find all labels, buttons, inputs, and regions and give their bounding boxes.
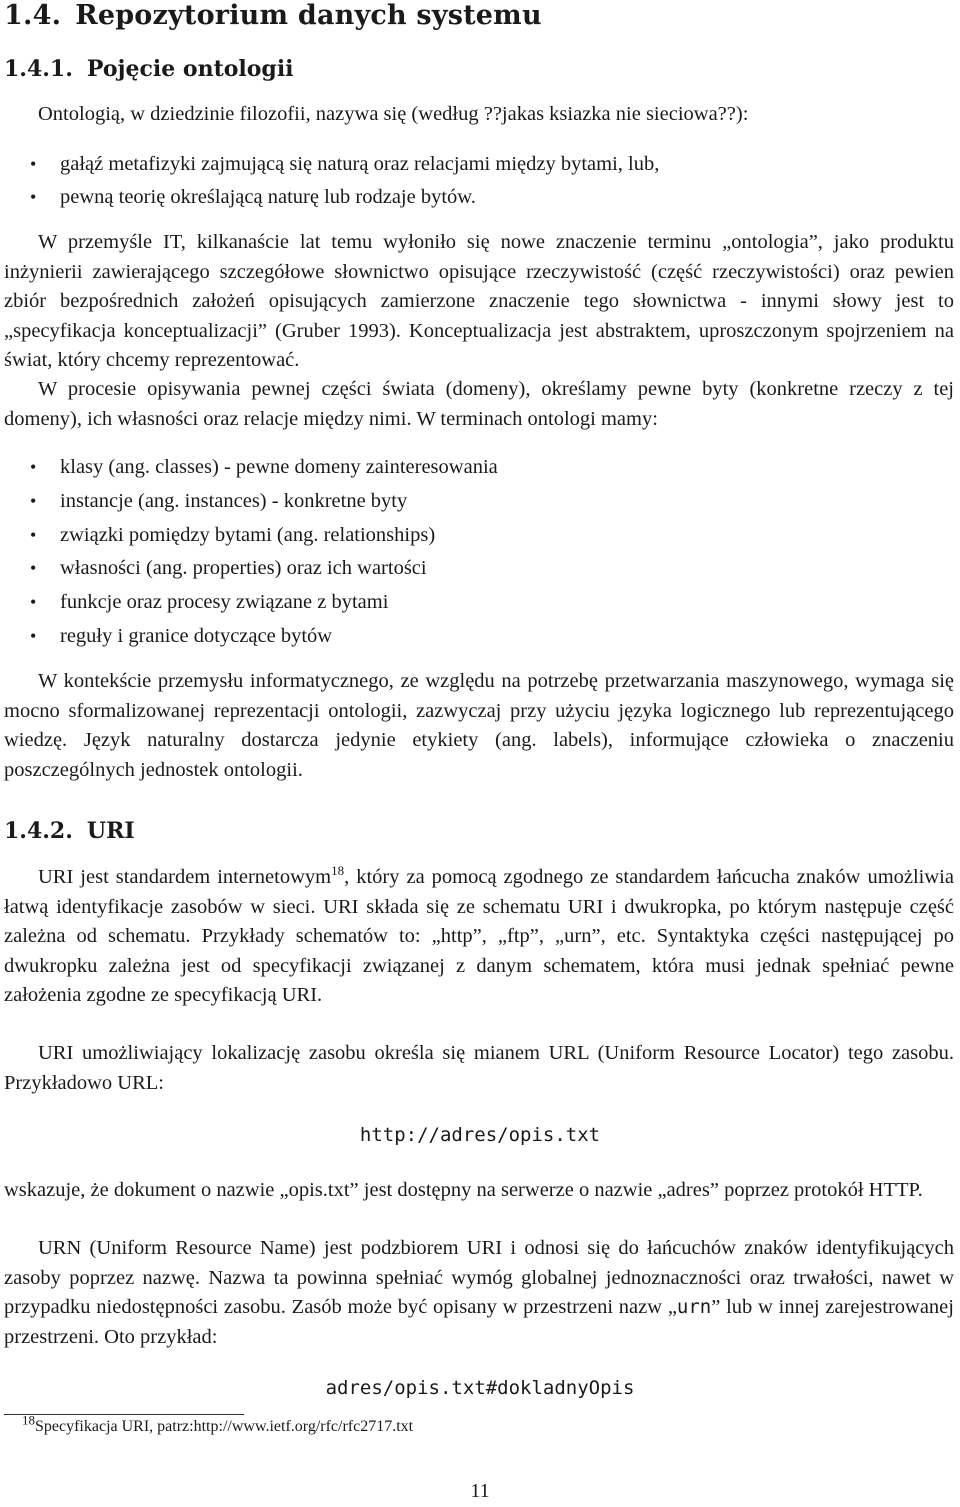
code-example-urn: adres/opis.txt#dokladnyOpis <box>325 1377 635 1399</box>
section-heading <box>4 0 542 31</box>
footnote-number: 18 <box>22 1412 35 1428</box>
uri-paragraph-1: URI jest standardem internetowym$^{18}$, który za pomocą zgodnego ze standardem łańcucha znaków umożliwia łatwą identyfikacje zasobów w sieci. URI składa się ze schematu URI i dwukropka, po którym następuje część zależna od schematu. Przykłady schematów to: „http”, „ftp”, „urn”, etc. Syntaktyka części następującej po dwukropku zależna jest od specyfikacji związanej z danym schematem, która musi jednak spełniać pewne założenia zgodne ze specyfikacją URI. <box>4 863 954 1006</box>
list-item: • funkcje oraz procesy związane z bytami <box>30 586 954 620</box>
subsection-title: URI <box>86 818 135 844</box>
terms-bullet-list <box>30 451 954 654</box>
subsection-number: 1.4.2. <box>4 818 73 844</box>
intro-paragraph: Ontologią, w dziedzinie filozofii, nazywa się (według ??jakas ksiazka nie sieciowa??): <box>38 103 749 125</box>
subsection-title: Pojęcie ontologii <box>86 56 294 82</box>
intro-bullet-list <box>30 148 954 214</box>
list-item: • klasy (ang. classes) - pewne domeny zainteresowania <box>30 451 954 485</box>
list-item: • gałąź metafizyki zajmującą się naturą oraz relacjami między bytami, lub, <box>30 148 954 181</box>
footnote-mark: 18 <box>331 863 345 879</box>
uri-paragraph-2: URI umożliwiający lokalizację zasobu określa się mianem URL (Uniform Resource Locator) tego zasobu. Przykładowo URL: <box>4 1042 954 1094</box>
list-item: • instancje (ang. instances) - konkretne byty <box>30 485 954 519</box>
uri-paragraph-3: wskazuje, że dokument o nazwie „opis.txt” jest dostępny na serwerze o nazwie „adres” poprzez protokół HTTP. <box>4 1179 923 1201</box>
bullet-icon: • <box>30 524 37 545</box>
page-number: 11 <box>470 1480 490 1502</box>
footnote-divider <box>4 1414 244 1415</box>
inline-code: urn <box>676 1296 712 1318</box>
list-item: • własności (ang. properties) oraz ich wartości <box>30 552 954 586</box>
bullet-icon: • <box>30 187 37 207</box>
bullet-icon: • <box>30 154 37 174</box>
code-example-url: http://adres/opis.txt <box>359 1124 601 1146</box>
list-item: • reguły i granice dotyczące bytów <box>30 620 954 654</box>
subsection-heading-ontology <box>4 56 294 82</box>
footnote-text: Specyfikacja URI, patrz:http://www.ietf.org/rfc/rfc2717.txt <box>35 1418 414 1435</box>
ontology-paragraph-3: W kontekście przemysłu informatycznego, ze względu na potrzebę przetwarzania maszynowego, wymaga się mocno sformalizowanej reprezentacji ontologii, zazwyczaj przy użyciu języka logicznego lub reprezentującego wiedzę. Język naturalny dostarcza jedynie etykiety (ang. labels), informujące człowieka o znaczeniu poszczególnych jednostek ontologii. <box>4 670 954 781</box>
list-item: • pewną teorię określającą naturę lub rodzaje bytów. <box>30 181 954 214</box>
bullet-icon: • <box>30 457 37 477</box>
subsection-number: 1.4.1. <box>4 56 73 82</box>
urn-paragraph: URN (Uniform Resource Name) jest podzbiorem URI i odnosi się do łańcuchów znaków identyfikujących zasoby poprzez nazwę. Nazwa ta powinna spełniać wymóg globalnej jednoznaczności oraz trwałości, nawet w przypadku niedostępności zasobu. Zasób może być opisany w przestrzeni nazw „urn” lub w innej zarejestrowanej przestrzeni. Oto przykład: <box>4 1237 954 1348</box>
section-title: Repozytorium danych systemu <box>75 0 542 31</box>
bullet-icon: • <box>30 490 37 511</box>
ontology-paragraph-1: W przemyśle IT, kilkanaście lat temu wyłoniło się nowe znaczenie terminu „ontologia”, jako produktu inżynierii zawierającego szczegółowe słownictwo opisujące rzeczywistość (część rzeczywistości) oraz pewien zbiór bezpośrednich założeń opisujących zamierzone znaczenie tego słownictwa - innymi słowy jest to „specyfikacja konceptualizacji” (Gruber 1993). Konceptualizacja jest abstraktem, uproszczonym spojrzeniem na świat, który chcemy reprezentować. <box>4 231 954 371</box>
section-number: 1.4. <box>4 0 62 31</box>
ontology-paragraph-2: W procesie opisywania pewnej części świata (domeny), określamy pewne byty (konkretne rzeczy z tej domeny), ich własności oraz relacje między nimi. W terminach ontologi mamy: <box>4 378 954 430</box>
footnote <box>22 1412 414 1436</box>
bullet-icon: • <box>30 625 37 646</box>
list-item: • związki pomiędzy bytami (ang. relationships) <box>30 519 954 553</box>
bullet-icon: • <box>30 592 37 613</box>
bullet-icon: • <box>30 558 37 579</box>
subsection-heading-uri <box>4 818 135 844</box>
